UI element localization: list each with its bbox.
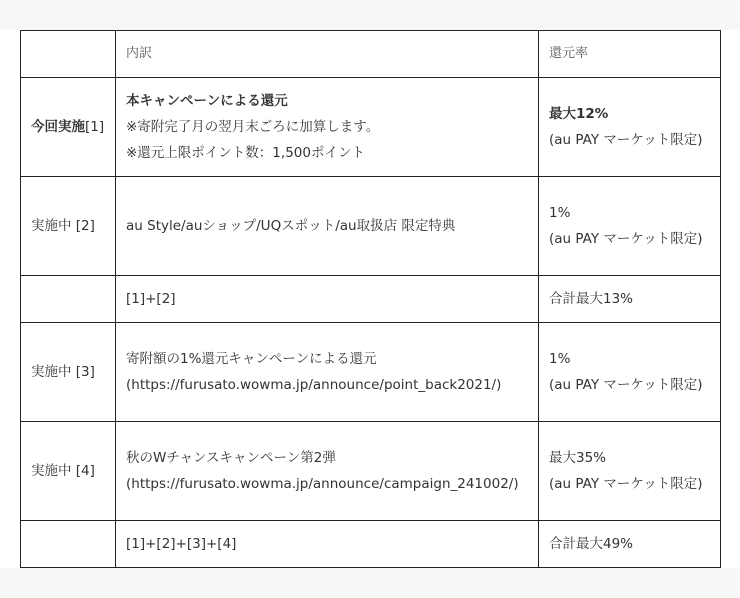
detail-link: (https://furusato.wowma.jp/announce/campaign_241002/) [126,476,519,492]
rate-note: (au PAY マーケット限定) [549,231,703,247]
rate-note: (au PAY マーケット限定) [549,476,703,492]
row-detail [116,422,539,521]
detail-line: 本キャンペーンによる還元 [126,93,288,109]
rate-note: (au PAY マーケット限定) [549,377,703,393]
rate-value: 最大12% [549,106,609,122]
header-cell-rate: 還元率 [539,31,721,78]
rate-value: 1% [549,205,571,221]
table-row [21,323,721,422]
row-detail [116,276,539,323]
rate-value: 合計最大49% [549,536,634,552]
row-rate [539,422,721,521]
detail-line: ※寄附完了月の翌月末ごろに加算します。 [126,119,380,135]
rate-value: 最大35% [549,450,607,466]
row-rate [539,521,721,568]
row-label: 実施中 [2] [21,177,116,276]
table-row [21,422,721,521]
detail-line: [1]+[2]+[3]+[4] [126,536,237,552]
detail-line: 寄附額の1%還元キャンペーンによる還元 [126,351,377,367]
table-row [21,276,721,323]
row-label [21,521,116,568]
row-label-bold: 今回実施 [31,119,85,135]
detail-line: au Style/auショップ/UQスポット/au取扱店 限定特典 [126,218,456,234]
table-row [21,78,721,177]
rate-value: 1% [549,351,571,367]
row-label [21,276,116,323]
table-header-row [21,31,721,78]
table-row [21,521,721,568]
row-rate [539,276,721,323]
row-label: 実施中 [3] [21,323,116,422]
row-label: 実施中 [4] [21,422,116,521]
detail-line: 秋のWチャンスキャンペーン第2弾 [126,450,336,466]
row-label [21,78,116,177]
row-rate [539,177,721,276]
campaign-table [20,30,721,568]
detail-line: ※還元上限ポイント数：1,500ポイント [126,145,365,161]
row-detail [116,177,539,276]
row-rate [539,323,721,422]
detail-link: (https://furusato.wowma.jp/announce/point_back2021/) [126,377,502,393]
header-cell-breakdown: 内訳 [116,31,539,78]
table-row [21,177,721,276]
row-label-rest: [1] [85,119,105,135]
row-detail [116,323,539,422]
row-detail [116,521,539,568]
rate-note: (au PAY マーケット限定) [549,132,703,148]
header-cell-empty [21,31,116,78]
content-area [0,30,740,568]
row-detail [116,78,539,177]
rate-value: 合計最大13% [549,291,634,307]
detail-line: [1]+[2] [126,291,176,307]
row-rate [539,78,721,177]
